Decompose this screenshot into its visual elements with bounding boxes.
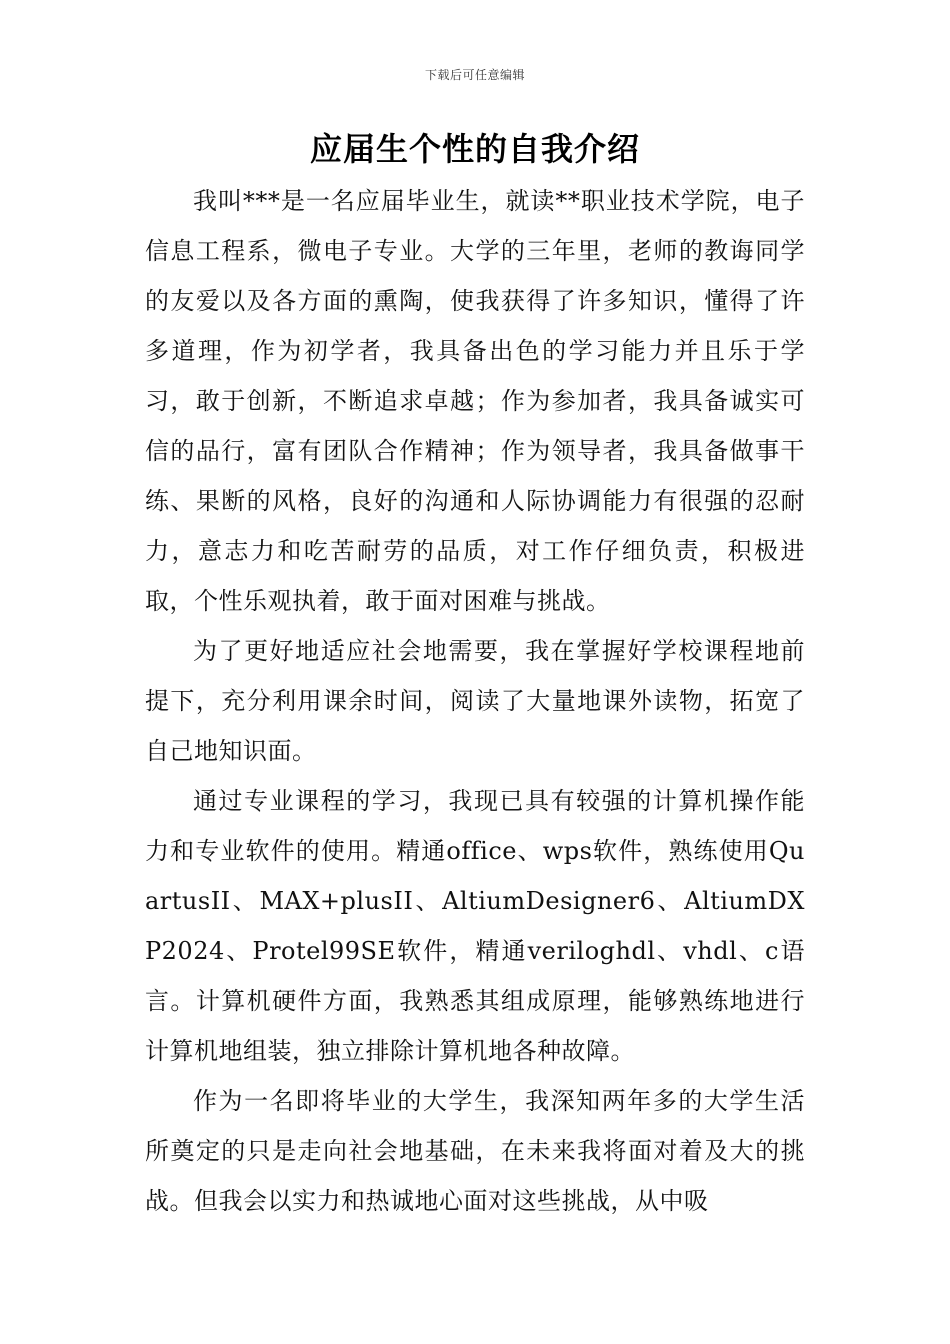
- document-title: 应届生个性的自我介绍: [309, 130, 640, 168]
- paragraph-2: 为了更好地适应社会地需要，我在掌握好学校课程地前提下，充分利用课余时间，阅读了大量地课外读物，拓宽了自己地知识面。: [145, 637, 805, 765]
- paragraph-1: 我叫***是一名应届毕业生，就读**职业技术学院，电子信息工程系，微电子专业。大学的三年里，老师的教诲同学的友爱以及各方面的熏陶，使我获得了许多知识，懂得了许多道理，作为初学者，我具备出色的学习能力并且乐于学习，敢于创新，不断追求卓越；作为参加者，我具备诚实可信的品行，富有团队合作精神；作为领导者，我具备做事干练、果断的风格，良好的沟通和人际协调能力有很强的忍耐力，意志力和吃苦耐劳的品质，对工作仔细负责，积极进取，个性乐观执着，敢于面对困难与挑战。: [145, 187, 805, 615]
- document-body: [145, 176, 805, 1226]
- header-note: 下载后可任意编辑: [424, 68, 525, 82]
- paragraph-3: 通过专业课程的学习，我现已具有较强的计算机操作能力和专业软件的使用。精通office、wps软件，熟练使用QuartusII、MAX+plusII、AltiumDesigner6、AltiumDXP2024、Protel99SE软件，精通veriloghdl、vhdl、c语言。计算机硬件方面，我熟悉其组成原理，能够熟练地进行计算机地组装，独立排除计算机地各种故障。: [145, 787, 805, 1065]
- paragraph-4: 作为一名即将毕业的大学生，我深知两年多的大学生活所奠定的只是走向社会地基础，在未来我将面对着及大的挑战。但我会以实力和热诚地心面对这些挑战，从中吸: [145, 1087, 805, 1215]
